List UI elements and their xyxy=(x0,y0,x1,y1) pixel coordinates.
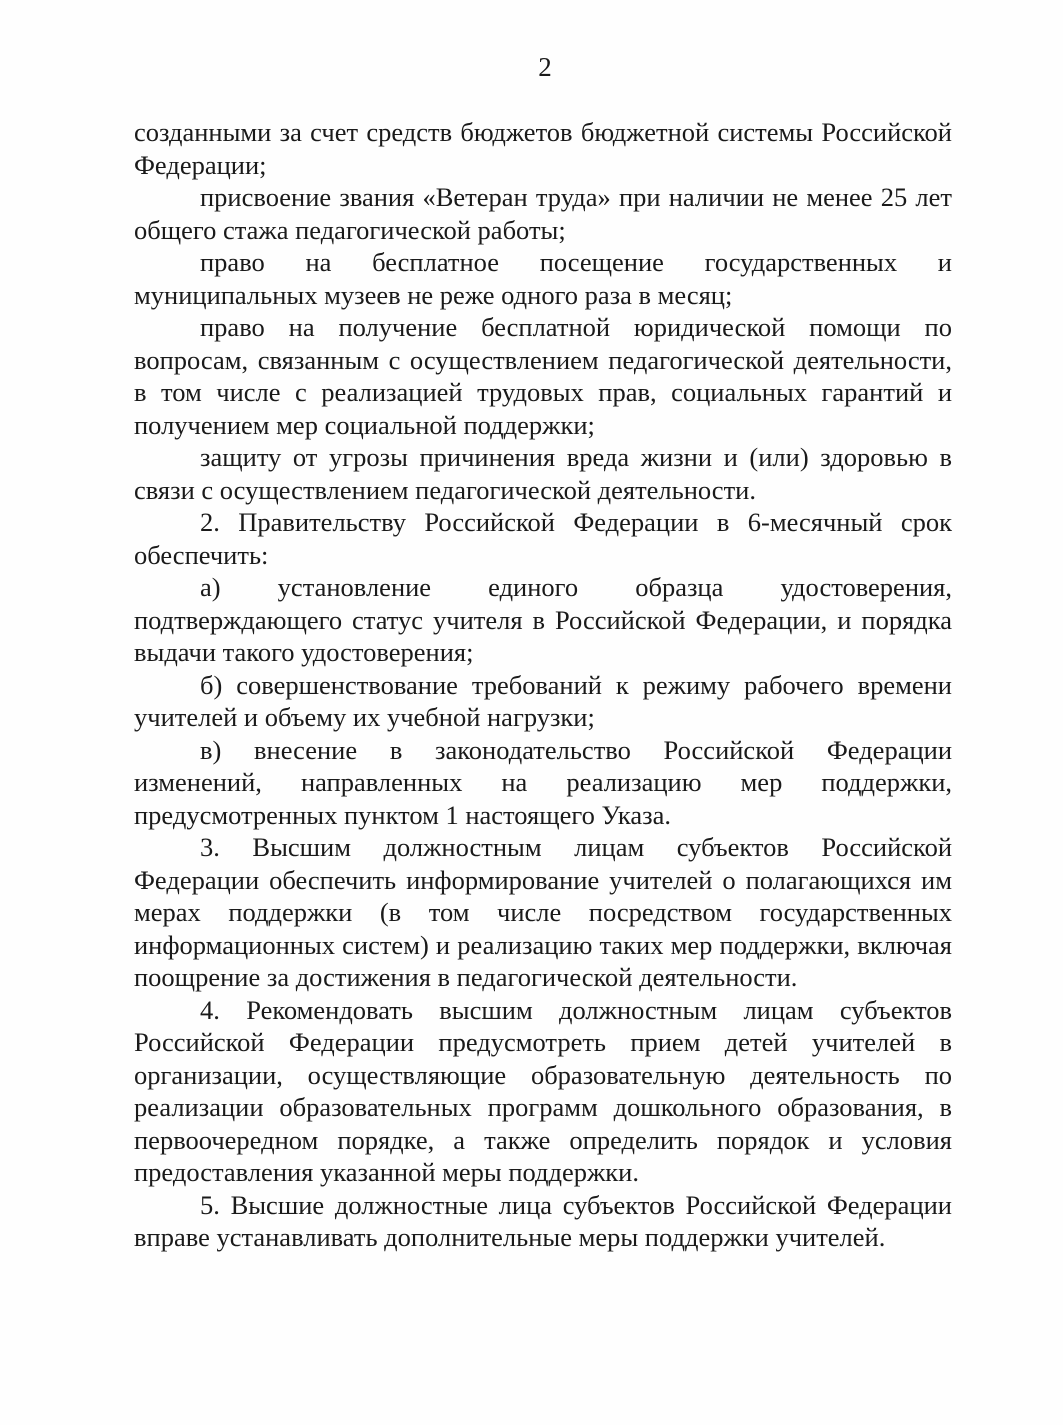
paragraph-item-2b: б) совершенствование требований к режиму рабочего времени учителей и объему их учебной нагрузки; xyxy=(134,669,952,732)
paragraph-museum-visits: право на бесплатное посещение государственных и муниципальных музеев не реже одного раза в месяц; xyxy=(134,247,952,310)
paragraph-legal-aid: право на получение бесплатной юридической помощи по вопросам, связанным с осуществлением педагогической деятельности, в том числе с реализацией трудовых прав, социальных гарантий и получением мер социальной поддержки; xyxy=(134,312,952,440)
paragraph-item-2: 2. Правительству Российской Федерации в 6-месячный срок обеспечить: xyxy=(134,507,952,570)
page-number: 2 xyxy=(538,52,552,82)
paragraph-item-4: 4. Рекомендовать высшим должностным лицам субъектов Российской Федерации предусмотреть прием детей учителей в организации, осуществляющие образовательную деятельность по реализации образовательных программ дошкольного образования, в первоочередном порядке, а также определить порядок и условия предоставления указанной меры поддержки. xyxy=(134,994,952,1187)
paragraph-item-5: 5. Высшие должностные лица субъектов Российской Федерации вправе устанавливать дополнительные меры поддержки учителей. xyxy=(134,1189,952,1252)
document-body xyxy=(134,116,952,1254)
paragraph-continuation: созданными за счет средств бюджетов бюджетной системы Российской Федерации; xyxy=(134,117,952,180)
paragraph-item-2a: а) установление единого образца удостоверения, подтверждающего статус учителя в Российской Федерации, и порядка выдачи такого удостоверения; xyxy=(134,572,952,667)
paragraph-item-2c: в) внесение в законодательство Российской Федерации изменений, направленных на реализацию мер поддержки, предусмотренных пунктом 1 настоящего Указа. xyxy=(134,734,952,830)
paragraph-protection: защиту от угрозы причинения вреда жизни и (или) здоровью в связи с осуществлением педагогической деятельности. xyxy=(134,442,952,505)
paragraph-item-3: 3. Высшим должностным лицам субъектов Российской Федерации обеспечить информирование учителей о полагающихся им мерах поддержки (в том числе посредством государственных информационных систем) и реализацию таких мер поддержки, включая поощрение за достижения в педагогической деятельности. xyxy=(134,832,952,992)
paragraph-veteran-title: присвоение звания «Ветеран труда» при наличии не менее 25 лет общего стажа педагогической работы; xyxy=(134,182,952,245)
